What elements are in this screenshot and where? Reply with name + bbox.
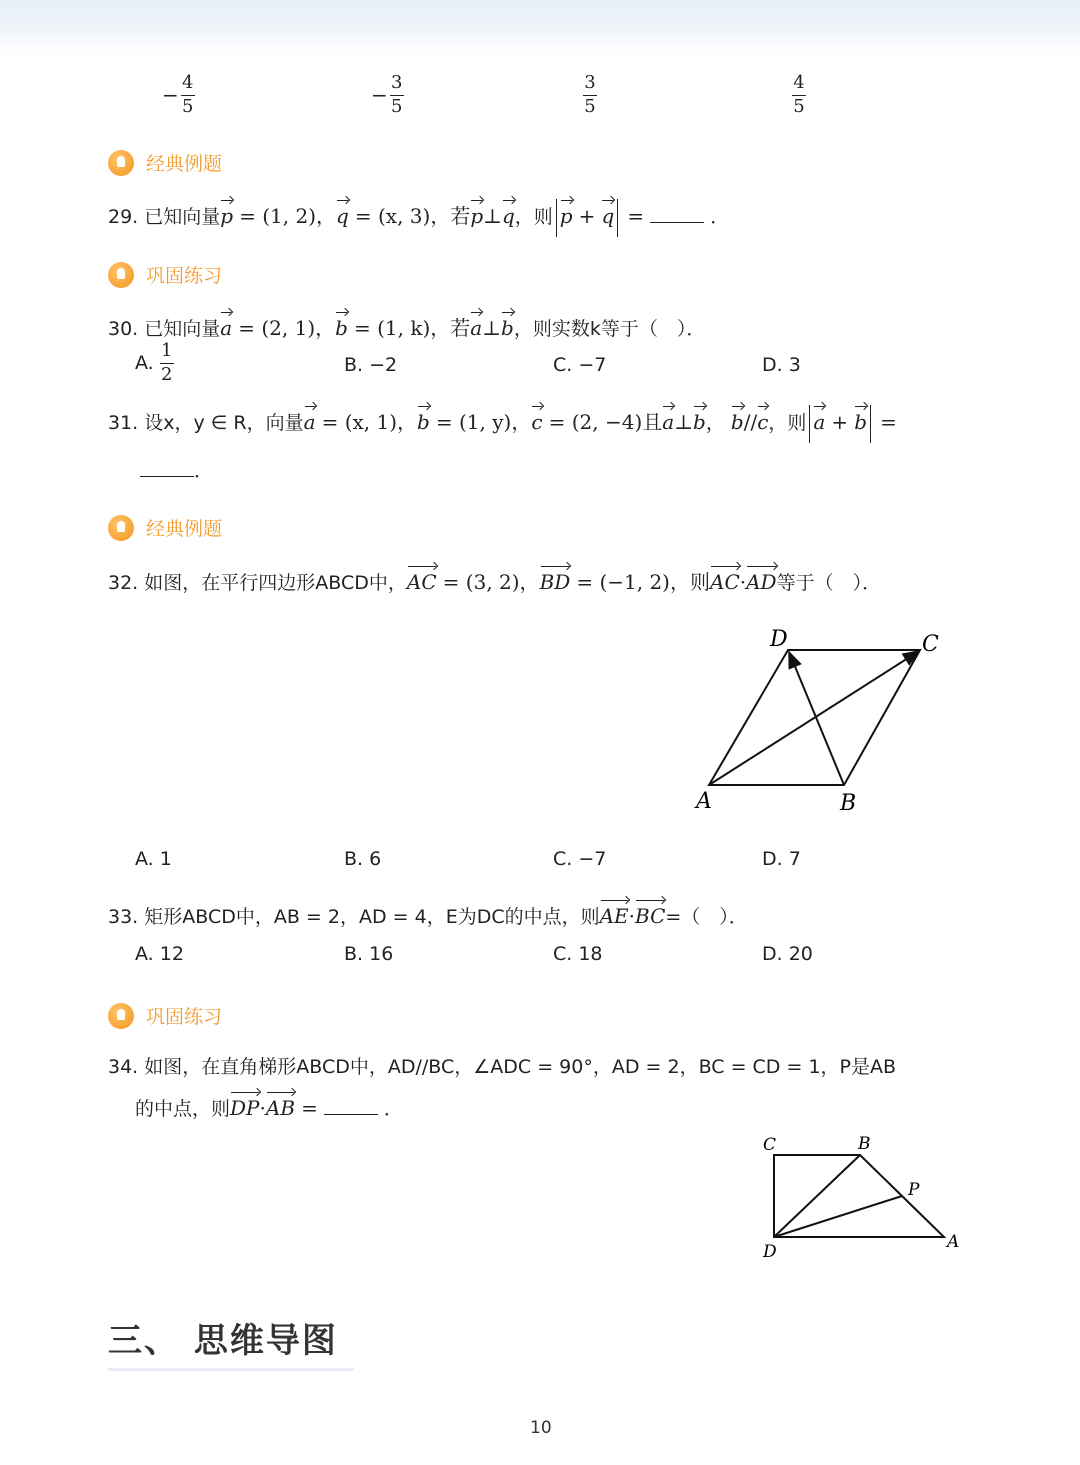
vertex-label-b: B: [840, 791, 857, 816]
vertex-label-p: P: [908, 1180, 920, 1200]
q32-option-d: D. 7: [762, 848, 801, 870]
q30-option-d: D. 3: [762, 354, 801, 376]
lightbulb-icon: [108, 150, 134, 176]
answer-blank: [650, 206, 704, 223]
q30-option-b: B. −2: [344, 354, 398, 376]
question-number: 33.: [108, 906, 139, 928]
fraction-option-3: $\frac{3}{5}$: [584, 72, 596, 117]
answer-blank: [324, 1098, 378, 1115]
fraction-option-2: − $\frac{3}{5}$: [371, 72, 403, 117]
section-label: 经典例题: [146, 518, 223, 540]
question-number: 29.: [108, 206, 139, 228]
vertex-label-a: A: [696, 789, 712, 814]
page-number: 10: [530, 1418, 552, 1438]
parallelogram-figure: [690, 620, 950, 820]
q32-option-b: B. 6: [344, 848, 382, 870]
vertex-label-c: C: [922, 632, 939, 657]
q33-option-a: A. 12: [135, 943, 184, 965]
q33-option-d: D. 20: [762, 943, 813, 965]
section-header-classic-example: [108, 149, 222, 176]
section-heading-mind-map: 三、 思维导图: [108, 1321, 338, 1361]
q33-option-b: B. 16: [344, 943, 394, 965]
section-header-classic-example: [108, 514, 222, 541]
question-number: 31.: [108, 412, 139, 434]
section-label: 巩固练习: [146, 1006, 223, 1028]
question-number: 34.: [108, 1056, 139, 1078]
vertex-label-a: A: [947, 1232, 960, 1252]
question-number: 30.: [108, 318, 139, 340]
vertex-label-d: D: [763, 1242, 777, 1262]
lightbulb-icon: [108, 515, 134, 541]
lightbulb-icon: [108, 1003, 134, 1029]
vertex-label-c: C: [763, 1135, 777, 1155]
question-34-line-1: 34. 如图，在直角梯形ABCD中，AD//BC，∠ADC = 90°，AD = 2，BC = CD = 1，P是AB: [108, 1056, 897, 1078]
fraction-option-4: $\frac{4}{5}$: [793, 72, 805, 117]
page-header-band: [0, 0, 1080, 55]
lightbulb-icon: [108, 262, 134, 288]
question-30: 30. 已知向量a = (2, 1)，b = (1, k)，若a⊥b，则实数k等于（ ）．: [108, 308, 705, 341]
answer-blank: [140, 460, 194, 477]
q30-option-a: A. $\frac{1}{2}$: [135, 340, 173, 385]
question-32: 32. 如图，在平行四边形ABCD中，AC = (3, 2)，BD = (−1, 2)，则AC·AD等于（ ）．: [108, 562, 881, 595]
section-header-practice: [108, 261, 222, 288]
question-number: 32.: [108, 572, 139, 594]
fraction-option-1: − $\frac{4}{5}$: [162, 72, 194, 117]
heading-underline: [108, 1368, 354, 1371]
q30-option-c: C. −7: [553, 354, 607, 376]
q31-answer-line: ．: [140, 456, 213, 483]
section-label: 巩固练习: [146, 265, 223, 287]
question-31: 31. 设x，y ∈ R，向量a = (x, 1)，b = (1, y)，c = (2, −4)且a⊥b， b//c，则 a + b =: [108, 402, 897, 443]
q32-option-c: C. −7: [553, 848, 607, 870]
q33-option-c: C. 18: [553, 943, 603, 965]
section-header-practice: [108, 1002, 222, 1029]
q32-option-a: A. 1: [135, 848, 172, 870]
vertex-label-d: D: [770, 627, 788, 652]
vertex-label-b: B: [858, 1134, 871, 1154]
section-label: 经典例题: [146, 153, 223, 175]
question-29: 29. 已知向量p = (1, 2)，q = (x, 3)，若p⊥q，则 p + q = ．: [108, 196, 729, 237]
question-33: 33. 矩形ABCD中，AB = 2，AD = 4，E为DC的中点，则AE·BC=（ ）．: [108, 896, 748, 929]
trapezoid-figure: [755, 1130, 970, 1265]
question-34-line-2: 的中点，则DP·AB = ．: [135, 1088, 403, 1121]
